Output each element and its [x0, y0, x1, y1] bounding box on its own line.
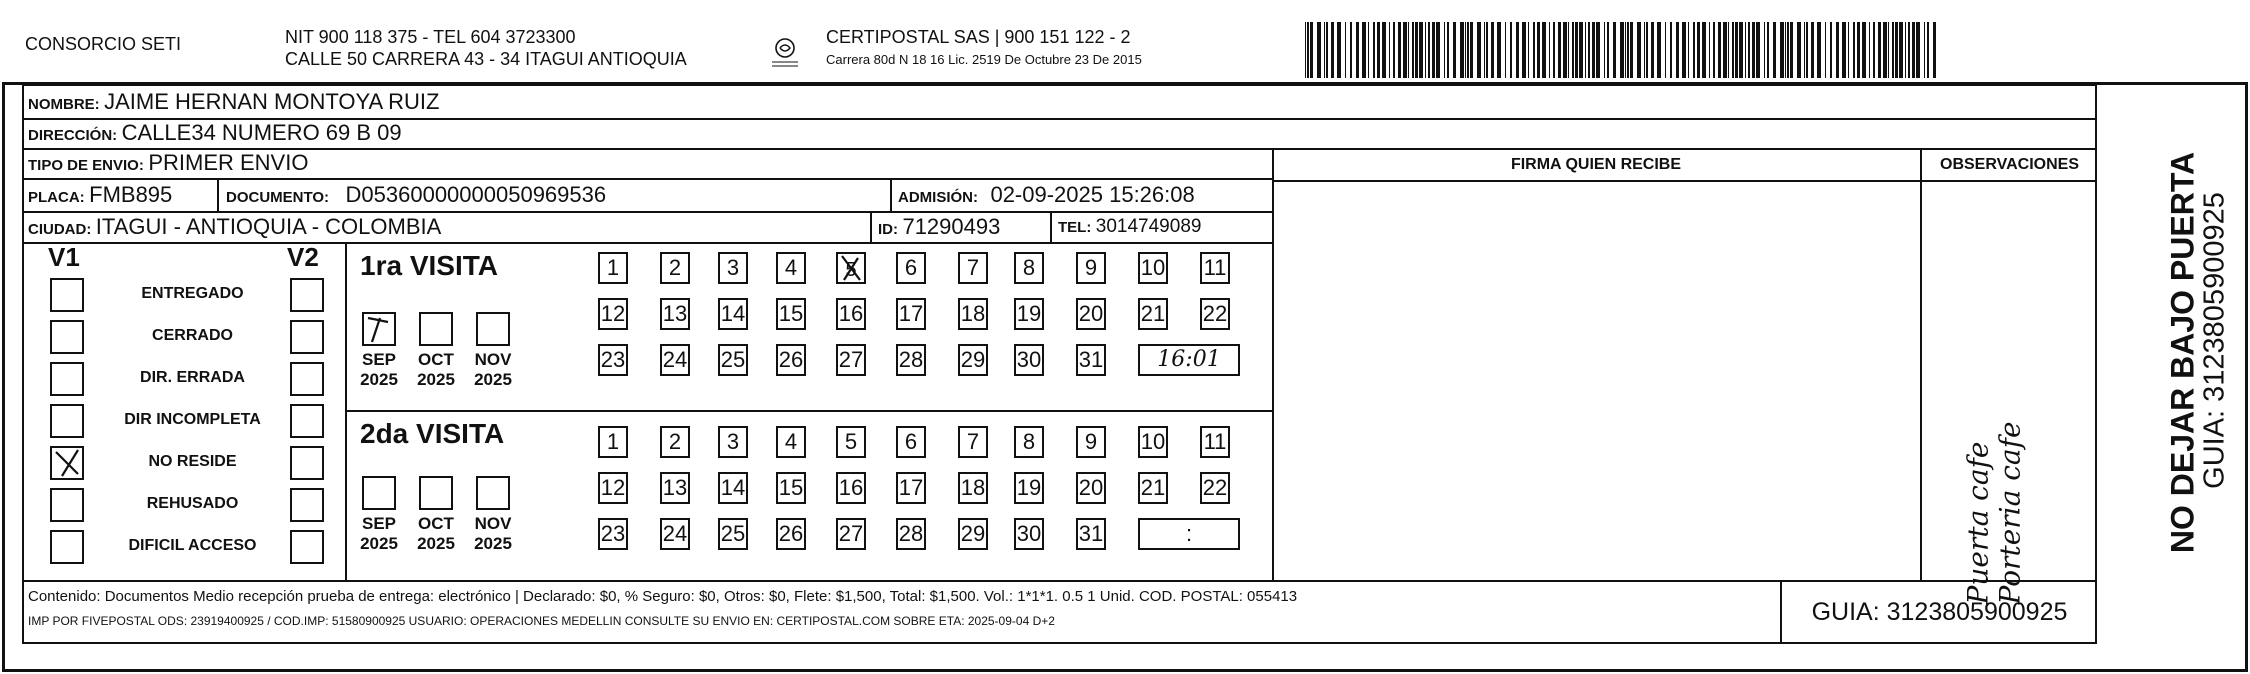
year-label: 2025: [474, 534, 512, 553]
first-visit-day-box[interactable]: 10: [1138, 252, 1168, 284]
side-guia-text: GUIA: 3123805900925: [2198, 192, 2231, 489]
year-label: 2025: [417, 534, 455, 553]
tel-value: 3014749089: [1095, 216, 1202, 237]
tipo-envio-value: PRIMER ENVIO: [148, 150, 309, 175]
first-visit-day-box[interactable]: 31: [1076, 344, 1106, 376]
address-line: CALLE 50 CARRERA 43 - 34 ITAGUI ANTIOQUIA: [285, 49, 687, 69]
v1-checkbox[interactable]: [50, 320, 84, 354]
second-visit-month-checkbox[interactable]: [476, 476, 510, 510]
reason-label: NO RESIDE: [148, 453, 237, 470]
month-label: NOV: [474, 350, 512, 369]
second-visit-day-box[interactable]: 13: [660, 472, 690, 504]
month-label: NOV: [474, 514, 512, 533]
first-visit-day-box[interactable]: 26: [776, 344, 806, 376]
no-dejar-text: NO DEJAR BAJO PUERTA: [2164, 151, 2201, 554]
placa-label: PLACA:: [28, 189, 85, 206]
second-visit-day-box[interactable]: 25: [718, 518, 748, 550]
observation-line-2: Porteria cafe: [1993, 421, 2027, 605]
id-field: [878, 211, 1000, 246]
month-label: SEP: [361, 514, 397, 533]
ciudad-field: [28, 211, 441, 246]
nombre-label: NOMBRE:: [28, 96, 100, 113]
first-visit-day-box[interactable]: 17: [896, 298, 926, 330]
first-visit-month-checkbox[interactable]: [362, 312, 396, 346]
v1-checkbox[interactable]: [50, 404, 84, 438]
v2-label: V2: [287, 242, 319, 272]
first-visit-day-box[interactable]: 25: [718, 344, 748, 376]
imp-line: IMP POR FIVEPOSTAL ODS: 23919400925 / COD.IMP: 51580900925 USUARIO: OPERACIONES MEDELLIN CONSULTE SU ENVIO EN: CERTIPOSTAL.COM SOBRE ETA: 2025-09-04 D+2: [28, 614, 1055, 628]
first-visit-day-box[interactable]: 15: [776, 298, 806, 330]
reason-label: DIFICIL ACCESO: [128, 537, 257, 554]
second-visit-day-box[interactable]: 26: [776, 518, 806, 550]
firma-label: FIRMA QUIEN RECIBE: [1510, 156, 1682, 173]
second-visit-day-box[interactable]: 15: [776, 472, 806, 504]
tipo-envio-label: TIPO DE ENVIO:: [28, 157, 144, 174]
first-visit-day-box[interactable]: 28: [896, 344, 926, 376]
first-visit-day-box[interactable]: 14: [718, 298, 748, 330]
first-visit-month-checkbox[interactable]: [476, 312, 510, 346]
second-visit-day-box[interactable]: 4: [776, 426, 806, 458]
month-label: OCT: [418, 350, 454, 369]
month-label: OCT: [418, 514, 454, 533]
first-visit-day-box[interactable]: 13: [660, 298, 690, 330]
first-visit-month-checkbox[interactable]: [419, 312, 453, 346]
direccion-label: DIRECCIÓN:: [28, 127, 118, 144]
second-visit-day-box[interactable]: 28: [896, 518, 926, 550]
v2-checkbox[interactable]: [290, 530, 324, 564]
ciudad-value: ITAGUI - ANTIOQUIA - COLOMBIA: [95, 214, 442, 239]
v2-checkbox[interactable]: [290, 446, 324, 480]
first-visit-day-box[interactable]: [836, 252, 866, 284]
first-visit-day-box[interactable]: 21: [1138, 298, 1168, 330]
second-visit-day-box[interactable]: 21: [1138, 472, 1168, 504]
first-visit-day-box[interactable]: 29: [958, 344, 988, 376]
second-visit-day-box[interactable]: 11: [1200, 426, 1230, 458]
first-visit-day-box[interactable]: 30: [1014, 344, 1044, 376]
second-visit-time-box[interactable]: :: [1138, 518, 1240, 550]
company-name: CONSORCIO SETI: [25, 34, 182, 54]
id-value: 71290493: [902, 214, 1001, 239]
first-visit-title: 1ra VISITA: [360, 250, 498, 281]
second-visit-day-box[interactable]: 9: [1076, 426, 1106, 458]
svg-text:5: 5: [845, 259, 857, 281]
first-visit-day-box[interactable]: 20: [1076, 298, 1106, 330]
placa-field: [28, 178, 172, 215]
second-visit-day-box[interactable]: 17: [896, 472, 926, 504]
first-visit-day-box[interactable]: 2: [660, 252, 690, 284]
reason-label: CERRADO: [152, 327, 233, 344]
v2-checkbox[interactable]: [290, 488, 324, 522]
second-visit-day-box[interactable]: 10: [1138, 426, 1168, 458]
year-label: 2025: [360, 534, 398, 553]
v2-checkbox[interactable]: [290, 404, 324, 438]
nit-line: NIT 900 118 375 - TEL 604 3723300: [285, 27, 576, 47]
second-visit-day-box[interactable]: 24: [660, 518, 690, 550]
v2-checkbox[interactable]: [290, 320, 324, 354]
first-visit-day-box[interactable]: 3: [718, 252, 748, 284]
first-visit-day-box[interactable]: 19: [1014, 298, 1044, 330]
second-visit-day-box[interactable]: 12: [598, 472, 628, 504]
admision-field: [898, 178, 1195, 215]
second-visit-day-box[interactable]: 2: [660, 426, 690, 458]
v1-checkbox[interactable]: [50, 446, 84, 480]
first-visit-day-box[interactable]: 16: [836, 298, 866, 330]
documento-value: D05360000000050969536: [345, 182, 607, 207]
ciudad-label: CIUDAD:: [28, 221, 92, 238]
second-visit-day-box[interactable]: 22: [1200, 472, 1230, 504]
observaciones-label: OBSERVACIONES: [1940, 156, 2079, 173]
second-visit-day-box[interactable]: 1: [598, 426, 628, 458]
year-label: 2025: [417, 370, 455, 389]
first-visit-day-box[interactable]: 27: [836, 344, 866, 376]
second-visit-day-box[interactable]: 23: [598, 518, 628, 550]
second-visit-day-box[interactable]: 5: [836, 426, 866, 458]
v2-checkbox[interactable]: [290, 362, 324, 396]
placa-value: FMB895: [89, 182, 173, 207]
reason-label: DIR INCOMPLETA: [124, 411, 261, 428]
footer-guia: GUIA: 3123805900925: [1811, 598, 2068, 626]
side-panel: [2103, 84, 2243, 644]
second-visit-day-box[interactable]: 27: [836, 518, 866, 550]
second-visit-day-box[interactable]: 19: [1014, 472, 1044, 504]
v1-checkbox[interactable]: [50, 278, 84, 312]
first-visit-day-box[interactable]: 4: [776, 252, 806, 284]
direccion-field: [28, 118, 402, 151]
reason-label: DIR. ERRADA: [140, 369, 245, 386]
first-visit-day-box[interactable]: 7: [958, 252, 988, 284]
content-line: Contenido: Documentos Medio recepción prueba de entrega: electrónico | Declarado: $0, % Seguro: $0, Otros: $0, Flete: $1,500, Total: $1,500. Vol.: 1*1*1. 0.5 1 Unid. COD. POSTAL: 055413: [28, 588, 1298, 605]
v1-label: V1: [48, 242, 80, 272]
observation-line-1: Puerta cafe: [1961, 441, 1995, 605]
second-visit-title: 2da VISITA: [360, 418, 505, 449]
second-visit-day-box[interactable]: 7: [958, 426, 988, 458]
first-visit-day-box[interactable]: 8: [1014, 252, 1044, 284]
id-label: ID:: [878, 221, 898, 238]
tel-field: [1058, 211, 1201, 244]
v2-checkbox[interactable]: [290, 278, 324, 312]
second-visit-month-checkbox[interactable]: [362, 476, 396, 510]
observation-note: [1918, 340, 2098, 605]
first-visit-day-box[interactable]: 12: [598, 298, 628, 330]
second-visit-day-box[interactable]: 29: [958, 518, 988, 550]
month-label: SEP: [361, 350, 397, 369]
first-visit-day-box[interactable]: 1: [598, 252, 628, 284]
documento-label: DOCUMENTO:: [226, 189, 330, 206]
second-visit-day-box[interactable]: 14: [718, 472, 748, 504]
first-visit-day-box[interactable]: 23: [598, 344, 628, 376]
reason-label: ENTREGADO: [141, 285, 244, 302]
barcode: [1305, 22, 1940, 78]
second-visit-month-checkbox[interactable]: [419, 476, 453, 510]
certipostal-logo: [768, 36, 802, 70]
first-visit-day-box[interactable]: 22: [1200, 298, 1230, 330]
first-visit-day-box[interactable]: 6: [896, 252, 926, 284]
first-visit-time-box[interactable]: 16:01: [1138, 344, 1240, 376]
second-visit-day-box[interactable]: 8: [1014, 426, 1044, 458]
second-visit-day-box[interactable]: 16: [836, 472, 866, 504]
admision-label: ADMISIÓN:: [898, 189, 978, 206]
admision-value: 02-09-2025 15:26:08: [990, 182, 1195, 207]
documento-field: [226, 178, 606, 215]
tipo-envio-field: [28, 148, 308, 181]
year-label: 2025: [474, 370, 512, 389]
license-line: Carrera 80d N 18 16 Lic. 2519 De Octubre 23 De 2015: [826, 52, 1142, 67]
v1-checkbox[interactable]: [50, 488, 84, 522]
first-visit-day-box[interactable]: 9: [1076, 252, 1106, 284]
first-visit-day-box[interactable]: 18: [958, 298, 988, 330]
second-visit-day-box[interactable]: 3: [718, 426, 748, 458]
v1-checkbox[interactable]: [50, 530, 84, 564]
second-visit-day-box[interactable]: 18: [958, 472, 988, 504]
v1-checkbox[interactable]: [50, 362, 84, 396]
tel-label: TEL:: [1058, 219, 1092, 236]
first-visit-day-box[interactable]: 24: [660, 344, 690, 376]
certipostal-line: CERTIPOSTAL SAS | 900 151 122 - 2: [826, 27, 1131, 47]
nombre-value: JAIME HERNAN MONTOYA RUIZ: [104, 89, 440, 114]
first-visit-day-box[interactable]: 11: [1200, 252, 1230, 284]
second-visit-day-box[interactable]: 6: [896, 426, 926, 458]
direccion-value: CALLE34 NUMERO 69 B 09: [121, 120, 402, 145]
year-label: 2025: [360, 370, 398, 389]
second-visit-day-box[interactable]: 30: [1014, 518, 1044, 550]
nombre-field: [28, 86, 439, 121]
reason-label: REHUSADO: [146, 495, 239, 512]
second-visit-day-box[interactable]: 20: [1076, 472, 1106, 504]
second-visit-day-box[interactable]: 31: [1076, 518, 1106, 550]
